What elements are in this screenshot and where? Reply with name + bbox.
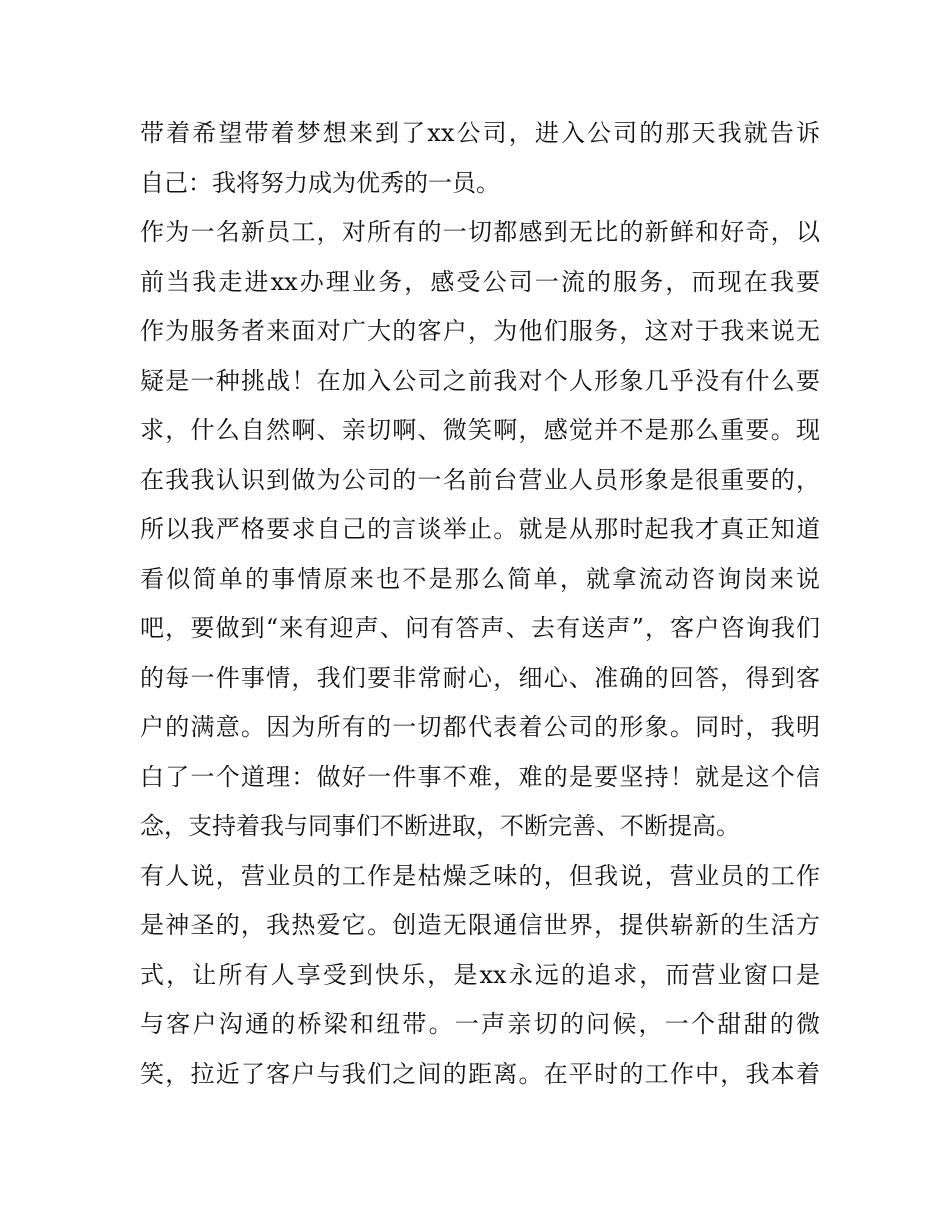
text-line: 前当我走进xx办理业务，感受公司一流的服务，而现在我要 bbox=[140, 267, 820, 296]
text-line: 式，让所有人享受到快乐，是xx永远的追求，而营业窗口是 bbox=[140, 960, 820, 989]
text-line: 白了一个道理：做好一件事不难，难的是要坚持！就是这个信 bbox=[140, 762, 820, 791]
text-line: 在我我认识到做为公司的一名前台营业人员形象是很重要的， bbox=[140, 465, 820, 494]
text-line: 求，什么自然啊、亲切啊、微笑啊，感觉并不是那么重要。现 bbox=[140, 416, 820, 444]
text-line: 的每一件事情，我们要非常耐心，细心、准确的回答，得到客 bbox=[140, 663, 820, 692]
text-line: 是神圣的，我热爱它。创造无限通信世界，提供崭新的生活方 bbox=[140, 911, 820, 939]
text-line: 吧，要做到“来有迎声、问有答声、去有送声”，客户咨询我们 bbox=[140, 614, 820, 642]
paragraph-3 bbox=[140, 852, 820, 1100]
text-line: 带着希望带着梦想来到了xx公司，进入公司的那天我就告诉 bbox=[140, 119, 820, 147]
text-line: 看似简单的事情原来也不是那么简单，就拿流动咨询岗来说 bbox=[140, 564, 820, 593]
text-line: 户的满意。因为所有的一切都代表着公司的形象。同时，我明 bbox=[140, 713, 820, 741]
text-line: 作为服务者来面对广大的客户，为他们服务，这对于我来说无 bbox=[140, 317, 820, 345]
text-line: 自己：我将努力成为优秀的一员。 bbox=[140, 168, 500, 197]
text-line: 念，支持着我与同事们不断进取，不断完善、不断提高。 bbox=[140, 812, 740, 840]
text-line: 笑，拉近了客户与我们之间的距离。在平时的工作中，我本着 bbox=[140, 1059, 820, 1088]
paragraph-2 bbox=[140, 208, 820, 852]
text-line: 与客户沟通的桥梁和纽带。一声亲切的问候，一个甜甜的微 bbox=[140, 1010, 820, 1038]
text-line: 疑是一种挑战！在加入公司之前我对个人形象几乎没有什么要 bbox=[140, 366, 820, 395]
text-line: 有人说，营业员的工作是枯燥乏味的，但我说，营业员的工作 bbox=[140, 861, 820, 890]
paragraph-1 bbox=[140, 109, 820, 208]
text-line: 所以我严格要求自己的言谈举止。就是从那时起我才真正知道 bbox=[140, 515, 820, 543]
text-line: 作为一名新员工，对所有的一切都感到无比的新鲜和好奇，以 bbox=[140, 218, 820, 246]
document-body bbox=[140, 109, 820, 1099]
